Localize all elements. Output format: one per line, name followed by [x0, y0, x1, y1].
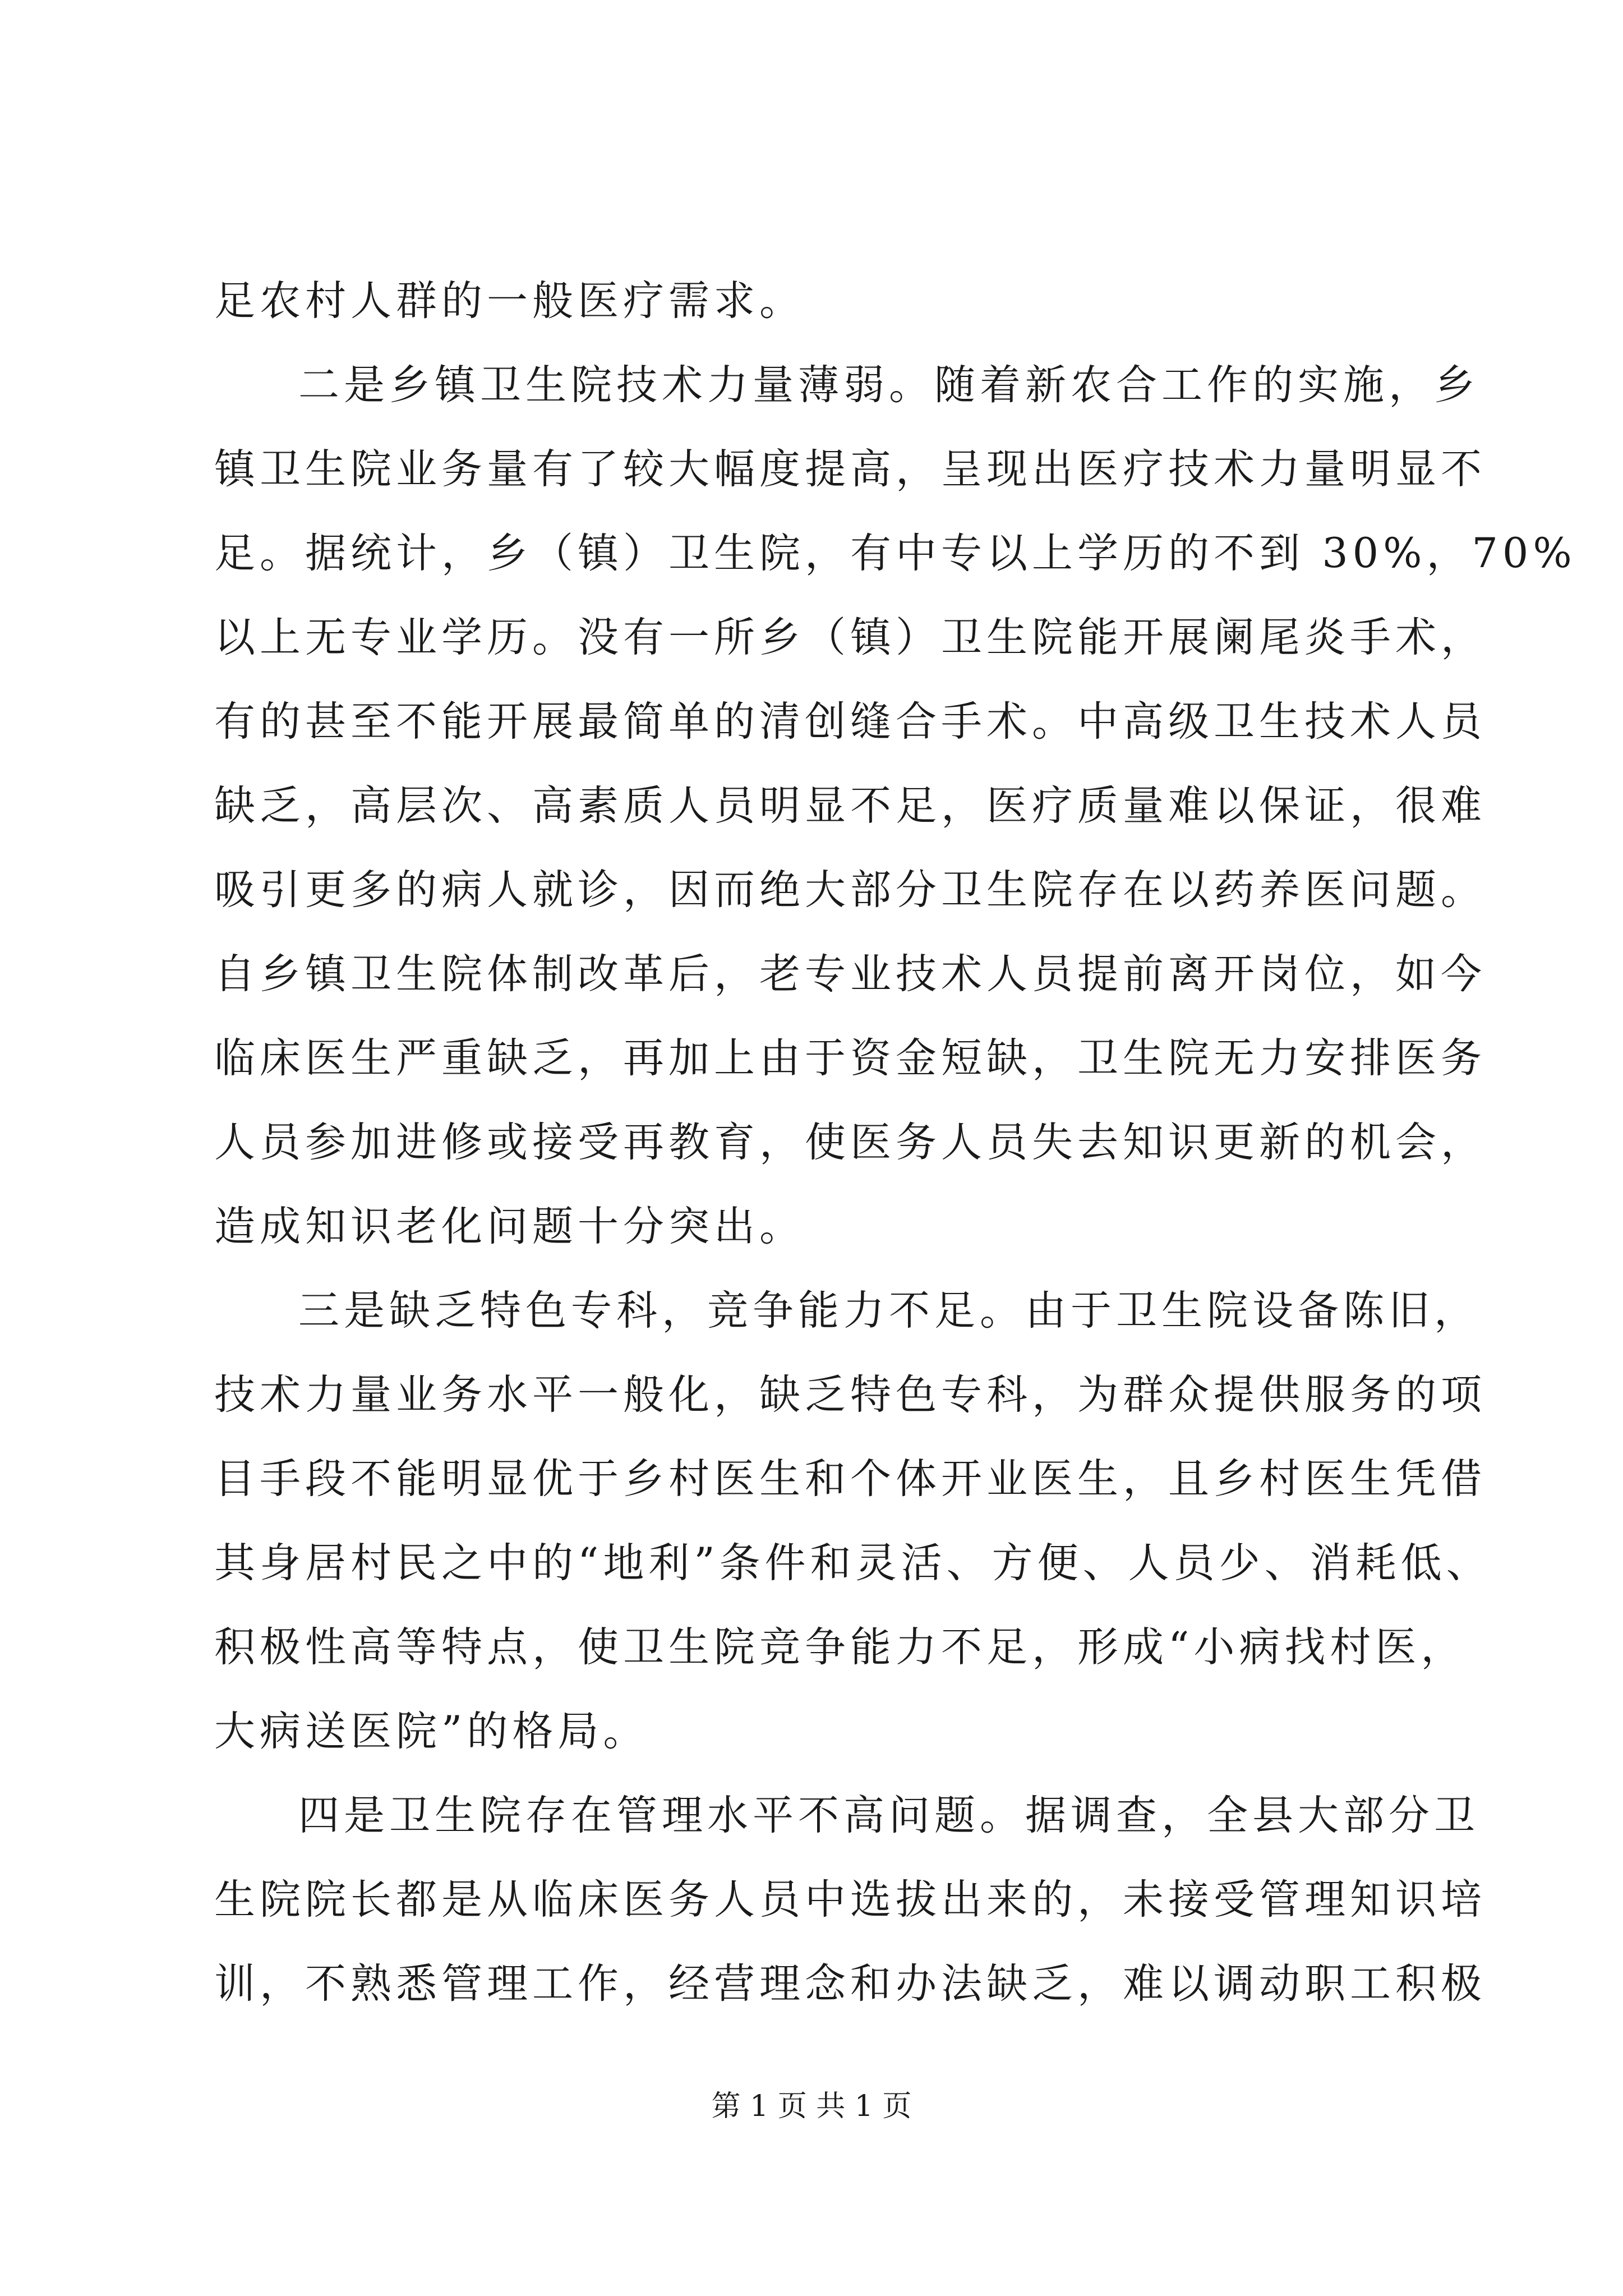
paragraph-2-line-5: 有的甚至不能开展最简单的清创缝合手术。中高级卫生技术人员 [214, 698, 1486, 746]
page-footer: 第 1 页 共 1 页 [711, 2090, 912, 2123]
paragraph-3-line-2: 技术力量业务水平一般化，缺乏特色专科，为群众提供服务的项 [214, 1371, 1486, 1419]
paragraph-4-line-1: 四是卫生院存在管理水平不高问题。据调查，全县大部分卫 [298, 1792, 1479, 1839]
paragraph-3-line-1: 三是缺乏特色专科，竞争能力不足。由于卫生院设备陈旧， [298, 1287, 1479, 1335]
paragraph-3-line-5: 积极性高等特点，使卫生院竞争能力不足，形成“小病找村医， [214, 1623, 1467, 1671]
paragraph-3-line-6: 大病送医院”的格局。 [214, 1708, 649, 1755]
paragraph-2-line-7: 吸引更多的病人就诊，因而绝大部分卫生院存在以药养医问题。 [214, 866, 1486, 914]
document-body [214, 259, 1576, 2026]
paragraph-2-line-11: 造成知识老化问题十分突出。 [214, 1203, 805, 1250]
paragraph-2-line-6: 缺乏，高层次、高素质人员明显不足，医疗质量难以保证，很难 [214, 782, 1486, 830]
paragraph-2-line-2: 镇卫生院业务量有了较大幅度提高，呈现出医疗技术力量明显不 [214, 445, 1486, 493]
paragraph-2-line-8: 自乡镇卫生院体制改革后，老专业技术人员提前离开岗位，如今 [214, 950, 1486, 998]
paragraph-4-line-2: 生院院长都是从临床医务人员中选拔出来的，未接受管理知识培 [214, 1876, 1486, 1924]
paragraph-2-line-10: 人员参加进修或接受再教育，使医务人员失去知识更新的机会， [214, 1119, 1486, 1166]
text-line-1: 足农村人群的一般医疗需求。 [214, 277, 805, 325]
paragraph-4-line-3: 训，不熟悉管理工作，经营理念和办法缺乏，难以调动职工积极 [214, 1960, 1486, 2008]
paragraph-3-line-4: 其身居村民之中的“地利”条件和灵活、方便、人员少、消耗低、 [214, 1539, 1492, 1587]
paragraph-2-line-1: 二是乡镇卫生院技术力量薄弱。随着新农合工作的实施，乡 [298, 361, 1479, 409]
paragraph-3-line-3: 目手段不能明显优于乡村医生和个体开业医生，且乡村医生凭借 [214, 1455, 1486, 1503]
paragraph-2-line-3: 足。据统计，乡（镇）卫生院，有中专以上学历的不到 30%，70% [214, 530, 1576, 577]
paragraph-2-line-9: 临床医生严重缺乏，再加上由于资金短缺，卫生院无力安排医务 [214, 1034, 1486, 1082]
paragraph-2-line-4: 以上无专业学历。没有一所乡（镇）卫生院能开展阑尾炎手术， [214, 614, 1486, 661]
